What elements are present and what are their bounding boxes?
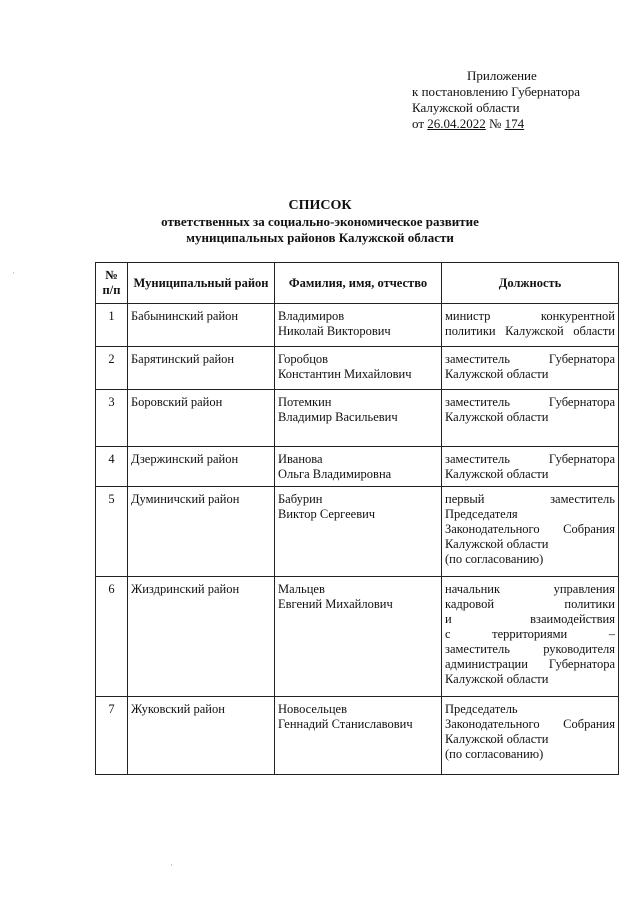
person-given-names: Владимир Васильевич — [278, 410, 398, 424]
row-number: 4 — [96, 447, 128, 487]
position-title — [442, 487, 619, 577]
position-line: Калужской области — [445, 367, 549, 381]
person-surname: Бабурин — [278, 492, 323, 506]
row-number: 2 — [96, 347, 128, 390]
header-position: Должность — [442, 263, 619, 304]
title-sub1: ответственных за социально-экономическое развитие — [161, 214, 479, 229]
person-surname: Иванова — [278, 452, 323, 466]
position-line: администрации Губернатора — [445, 657, 615, 671]
row-number: 1 — [96, 304, 128, 347]
district-name: Барятинский район — [128, 347, 275, 390]
table-header-row — [96, 263, 619, 304]
position-line: заместитель Губернатора — [445, 452, 615, 466]
title-sub2: муниципальных районов Калужской области — [186, 230, 454, 245]
row-number: 6 — [96, 577, 128, 697]
header-district: Муниципальный район — [128, 263, 275, 304]
position-line: Председатель — [445, 702, 518, 716]
person-name — [275, 487, 442, 577]
district-name: Боровский район — [128, 390, 275, 447]
position-line: кадровой политики — [445, 597, 615, 611]
person-surname: Мальцев — [278, 582, 325, 596]
header-name: Фамилия, имя, отчество — [275, 263, 442, 304]
position-title — [442, 304, 619, 347]
table-row — [96, 447, 619, 487]
position-title — [442, 390, 619, 447]
scan-mark: · — [170, 860, 173, 870]
position-line: заместитель Губернатора — [445, 352, 615, 366]
person-given-names: Геннадий Станиславович — [278, 717, 413, 731]
person-given-names: Виктор Сергеевич — [278, 507, 376, 521]
position-line: Калужской области — [445, 410, 549, 424]
position-line: министр конкурентной — [445, 309, 615, 323]
person-surname: Потемкин — [278, 395, 332, 409]
title-main: СПИСОК — [288, 198, 352, 213]
responsible-persons-table — [95, 262, 619, 775]
position-line: заместитель руководителя — [445, 642, 615, 656]
position-line: (по согласованию) — [445, 552, 544, 566]
position-line: и взаимодействия — [445, 612, 615, 626]
row-number: 5 — [96, 487, 128, 577]
document-number: 174 — [504, 116, 525, 131]
position-line: начальник управления — [445, 582, 615, 596]
position-line: Калужской области — [445, 467, 549, 481]
district-name: Думиничский район — [128, 487, 275, 577]
position-line: первый заместитель — [445, 492, 615, 506]
person-given-names: Николай Викторович — [278, 324, 391, 338]
person-name — [275, 447, 442, 487]
district-name: Жиздринский район — [128, 577, 275, 697]
position-title — [442, 577, 619, 697]
position-title — [442, 697, 619, 775]
position-title — [442, 347, 619, 390]
person-name — [275, 347, 442, 390]
person-given-names: Ольга Владимировна — [278, 467, 392, 481]
table-body — [96, 304, 619, 775]
position-line: Калужской области — [445, 537, 549, 551]
header-num: № п/п — [96, 263, 128, 304]
position-line: с территориями – — [445, 627, 615, 641]
district-name: Дзержинский район — [128, 447, 275, 487]
number-prefix: № — [489, 116, 502, 131]
position-line: Калужской области — [445, 732, 549, 746]
table-row — [96, 304, 619, 347]
position-line: Законодательного Собрания — [445, 717, 615, 731]
document-title — [0, 198, 640, 246]
row-number: 7 — [96, 697, 128, 775]
position-line: Законодательного Собрания — [445, 522, 615, 536]
table-row — [96, 697, 619, 775]
appendix-region: Калужской области — [412, 100, 520, 115]
person-name — [275, 577, 442, 697]
appendix-date-line — [412, 116, 622, 132]
position-line: заместитель Губернатора — [445, 395, 615, 409]
person-name — [275, 697, 442, 775]
appendix-title: Приложение — [467, 68, 537, 83]
table-row — [96, 577, 619, 697]
person-given-names: Евгений Михайлович — [278, 597, 393, 611]
position-title — [442, 447, 619, 487]
appendix-resolution: к постановлению Губернатора — [412, 84, 581, 99]
position-line: (по согласованию) — [445, 747, 544, 761]
district-name: Бабынинский район — [128, 304, 275, 347]
table-row — [96, 347, 619, 390]
date-prefix: от — [412, 116, 425, 131]
person-surname: Владимиров — [278, 309, 345, 323]
person-name — [275, 390, 442, 447]
table-row — [96, 487, 619, 577]
person-surname: Горобцов — [278, 352, 329, 366]
scan-mark: · — [12, 268, 15, 278]
person-surname: Новосельцев — [278, 702, 347, 716]
position-line: политики Калужской области — [445, 324, 615, 338]
row-number: 3 — [96, 390, 128, 447]
position-line: Калужской области — [445, 672, 549, 686]
position-line: Председателя — [445, 507, 518, 521]
table-row — [96, 390, 619, 447]
district-name: Жуковский район — [128, 697, 275, 775]
person-given-names: Константин Михайлович — [278, 367, 412, 381]
person-name — [275, 304, 442, 347]
document-date: 26.04.2022 — [427, 116, 486, 131]
appendix-block — [412, 68, 622, 132]
